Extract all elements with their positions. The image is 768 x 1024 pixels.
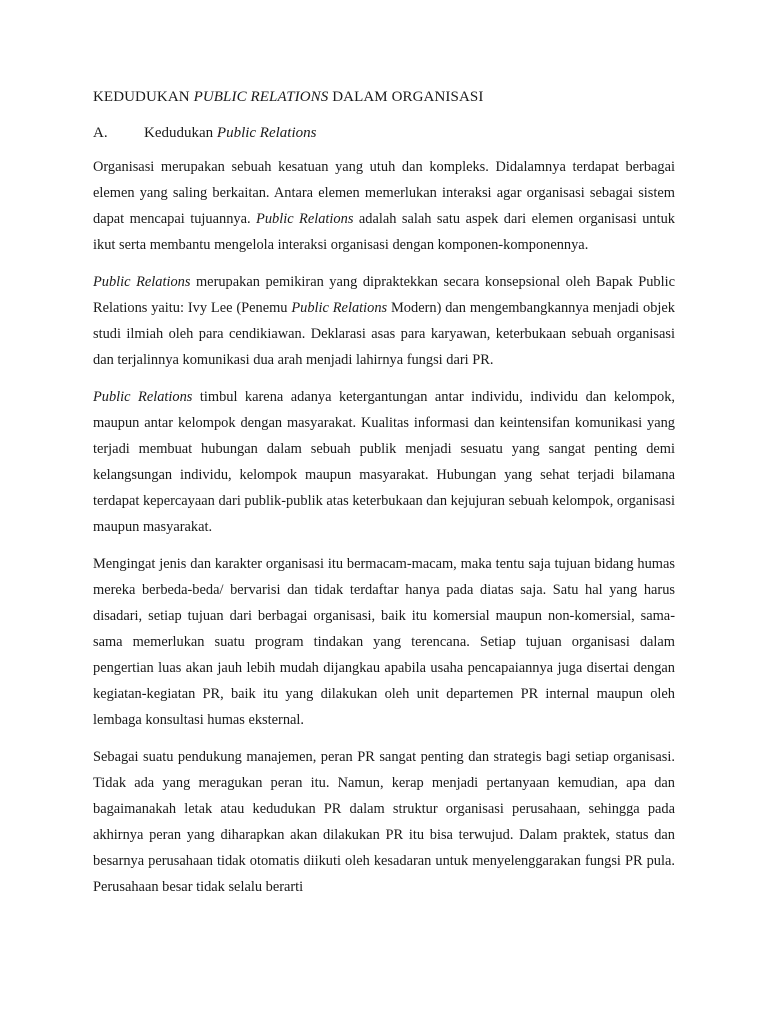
title-italic-part: PUBLIC RELATIONS [193, 89, 329, 105]
paragraph-2 [93, 269, 675, 373]
section-heading [93, 122, 675, 144]
paragraph-text: merupakan pemikiran yang dipraktekkan secara konsepsional oleh Bapak Public Relations yaitu: Ivy Lee (Penemu [93, 274, 675, 316]
paragraph-text: Mengingat jenis dan karakter organisasi itu bermacam-macam, maka tentu saja tujuan bidang humas mereka berbeda-beda/ bervarisi dan tidak terdaftar hanya pada diatas saja. Satu hal yang harus disadari, setiap tujuan dari berbagai organisasi, baik itu komersial maupun non-komersial, sama-sama memerlukan suatu program tindakan yang terencana. Setiap tujuan organisasi dalam pengertian luas akan jauh lebih mudah dijangkau apabila usaha pencapaiannya juga disertai dengan kegiatan-kegiatan PR, baik itu yang dilakukan oleh unit departemen PR internal maupun oleh lembaga konsultasi humas eksternal. [93, 556, 675, 728]
paragraph-4 [93, 551, 675, 733]
paragraph-3 [93, 384, 675, 540]
paragraph-text: adalah salah satu aspek dari elemen organisasi untuk ikut serta membantu mengelola interaksi organisasi dengan komponen-komponennya. [93, 211, 675, 253]
section-label-italic: Public Relations [216, 125, 317, 141]
paragraph-1 [93, 154, 675, 258]
paragraph-italic-term: Public Relations [291, 300, 388, 316]
paragraph-5 [93, 744, 675, 900]
paragraph-italic-term: Public Relations [256, 211, 354, 227]
section-label-text: Kedudukan [144, 125, 217, 141]
paragraph-text: Sebagai suatu pendukung manajemen, peran PR sangat penting dan strategis bagi setiap organisasi. Tidak ada yang meragukan peran itu. Namun, kerap menjadi pertanyaan kemudian, apa dan bagaimanakah letak atau kedudukan PR dalam struktur organisasi perusahaan, sehingga pada akhirnya peran yang diharapkan akan dilakukan PR itu bisa terwujud. Dalam praktek, status dan besarnya perusahaan tidak otomatis diikuti oleh kesadaran untuk menyelenggarakan fungsi PR pula. Perusahaan besar tidak selalu berarti [93, 749, 675, 895]
section-marker: A. [93, 125, 108, 141]
paragraph-italic-term: Public Relations [93, 274, 191, 290]
paragraph-italic-term: Public Relations [93, 389, 193, 405]
paragraph-text: Modern) dan mengembangkannya menjadi objek studi ilmiah oleh para cendikiawan. Deklarasi asas para karyawan, keterbukaan sebuah organisasi dan terjalinnya komunikasi dua arah menjadi lahirnya fungsi dari PR. [93, 300, 675, 368]
title-text-part: KEDUDUKAN [93, 89, 194, 105]
paragraph-text: timbul karena adanya ketergantungan antar individu, individu dan kelompok, maupun antar kelompok dengan masyarakat. Kualitas informasi dan keintensifan komunikasi yang terjadi membuat hubungan dalam sebuah publik menjadi sesuatu yang sangat penting demi kelangsungan individu, kelompok maupun masyarakat. Hubungan yang sehat terjadi bilamana terdapat kepercayaan dari publik-publik atas keterbukaan dan kejujuran sebuah kelompok, organisasi maupun masyarakat. [93, 389, 675, 535]
document-page [93, 86, 675, 900]
section-label [144, 122, 316, 144]
document-title [93, 86, 675, 108]
paragraph-text: Organisasi merupakan sebuah kesatuan yang utuh dan kompleks. Didalamnya terdapat berbagai elemen yang saling berkaitan. Antara elemen memerlukan interaksi agar organisasi sebagai sistem dapat mencapai tujuannya. [93, 159, 675, 227]
title-text-part: DALAM ORGANISASI [328, 89, 484, 105]
